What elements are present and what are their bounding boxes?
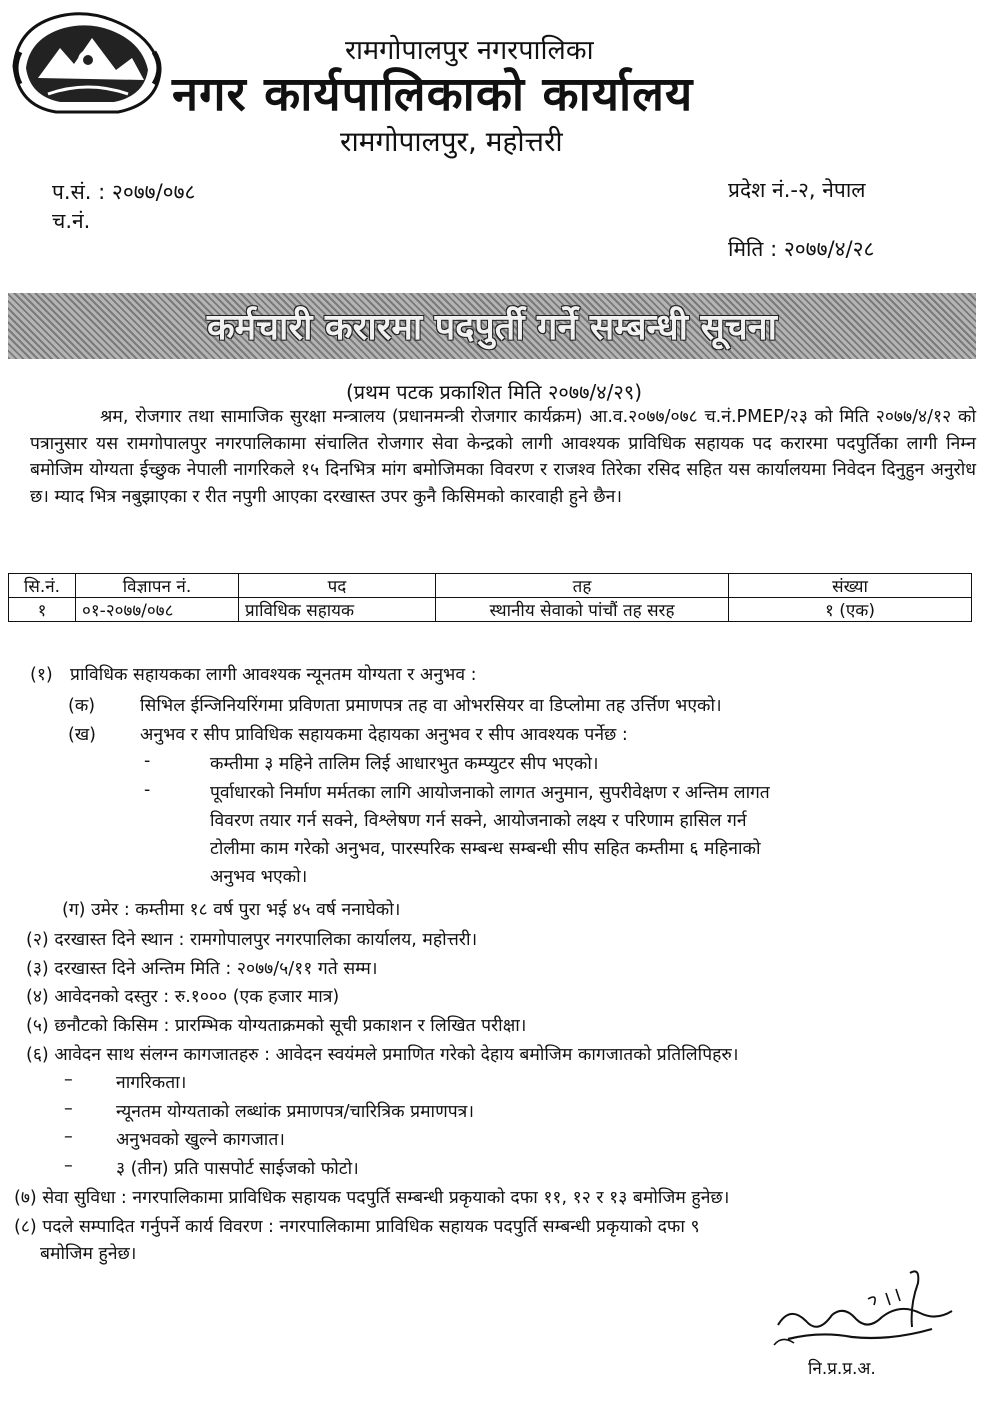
section-8-duties-line-1: (८) पदले सम्पादित गर्नुपर्ने कार्य विवरण : नगरपालिकामा प्राविधिक सहायक पदपुर्ति सम्बन्धी प्रकृयाको दफा ९ <box>14 1217 700 1237</box>
vacancy-table <box>8 573 972 622</box>
cell-ad-number: ०१-२०७७/०७८ <box>76 598 239 622</box>
document-experience: अनुभवको खुल्ने कागजात। <box>116 1130 285 1150</box>
col-post: पद <box>239 574 436 598</box>
nepal-emblem-logo <box>8 8 168 118</box>
bullet-dash: – <box>64 1156 73 1176</box>
bullet-dash: - <box>144 780 151 800</box>
bullet-dash: – <box>64 1099 73 1119</box>
handwritten-signature <box>760 1265 960 1355</box>
municipality-name: रामगोपालपुर नगरपालिका <box>345 35 594 66</box>
item-kha-2-line-4: अनुभव भएको। <box>210 867 308 887</box>
signatory-title: नि.प्र.प्र.अ. <box>808 1359 876 1379</box>
notice-title-banner <box>8 293 976 359</box>
cell-level: स्थानीय सेवाको पांचौं तह सरह <box>436 598 729 622</box>
item-kha-2-line-3: टोलीमा काम गरेको अनुभव, पारस्परिक सम्बन्ध सम्बन्धी सीप सहित कम्तीमा ६ महिनाको <box>210 839 761 859</box>
first-published-date: (प्रथम पटक प्रकाशित मिति २०७७/४/२९) <box>345 380 643 404</box>
item-ga-age: (ग) उमेर : कम्तीमा १८ वर्ष पुरा भई ४५ वर्ष ननाघेको। <box>62 900 401 920</box>
issue-date: मिति : २०७७/४/२८ <box>728 237 875 261</box>
document-photos: ३ (तीन) प्रति पासपोर्ट साईजको फोटो। <box>116 1159 359 1179</box>
col-count: संख्या <box>729 574 972 598</box>
cell-post: प्राविधिक सहायक <box>239 598 436 622</box>
bullet-dash: - <box>144 751 151 771</box>
office-location: रामगोपालपुर, महोत्तरी <box>340 125 563 158</box>
col-serial: सि.नं. <box>9 574 76 598</box>
section-7-benefits: (७) सेवा सुविधा : नगरपालिकामा प्राविधिक सहायक पदपुर्ति सम्बन्धी प्रकृयाको दफा ११, १२ र १३ बमोजिम हुनेछ। <box>14 1188 730 1208</box>
col-ad-number: विज्ञापन नं. <box>76 574 239 598</box>
document-certificates: न्यूनतम योग्यताको लब्धांक प्रमाणपत्र/चारित्रिक प्रमाणपत्र। <box>116 1102 474 1122</box>
item-kha-1: कम्तीमा ३ महिने तालिम लिई आधारभुत कम्प्युटर सीप भएको। <box>210 754 599 774</box>
province-label: प्रदेश नं.-२, नेपाल <box>728 178 866 202</box>
section-8-duties-line-2: बमोजिम हुनेछ। <box>40 1244 137 1264</box>
table-header-row <box>9 574 972 598</box>
notice-title: कर्मचारी करारमा पदपुर्ती गर्ने सम्बन्धी सूचना <box>207 307 777 348</box>
item-kha-text: अनुभव र सीप प्राविधिक सहायकमा देहायका अनुभव र सीप आवश्यक पर्नेछ : <box>140 725 628 745</box>
table-row <box>9 598 972 622</box>
cell-serial: १ <box>9 598 76 622</box>
item-ka-text: सिभिल ईन्जिनियरिंगमा प्रविणता प्रमाणपत्र तह वा ओभरसियर वा डिप्लोमा तह उर्त्तिण भएको। <box>140 696 722 716</box>
notice-body: श्रम, रोजगार तथा सामाजिक सुरक्षा मन्त्रालय (प्रधानमन्त्री रोजगार कार्यक्रम) आ.व.२०७७/०७८ च.नं.PMEP/२३ को मिति २०७७/४/१२ को पत्रानुसार यस रामगोपालपुर नगरपालिकामा संचालित रोजगार सेवा केन्द्रको लागी आवश्यक प्राविधिक सहायक पद करारमा पदपुर्तिका लागी निम्न बमोजिम योग्यता ईच्छुक नेपाली नागरिकले १५ दिनभित्र मांग बमोजिमका विवरण र राजश्व तिरेका रसिद सहित यस कार्यालयमा निवेदन दिनुहुन अनुरोध छ। म्याद भित्र नबुझाएका र रीत नपुगी आएका दरखास्त उपर कुनै किसिमको कारवाही हुने छैन। <box>30 407 976 507</box>
section-1-heading: प्राविधिक सहायकका लागी आवश्यक न्यूनतम योग्यता र अनुभव : <box>70 665 477 685</box>
section-5-selection: (५) छनौटको किसिम : प्रारम्भिक योग्यताक्रमको सूची प्रकाशन र लिखित परीक्षा। <box>26 1016 527 1036</box>
item-kha-mark: (ख) <box>68 725 96 745</box>
bullet-dash: – <box>64 1127 73 1147</box>
section-6-documents: (६) आवेदन साथ संलग्न कागजातहरु : आवेदन स्वयंमले प्रमाणित गरेको देहाय बमोजिम कागजातको प्रतिलिपिहरु। <box>26 1045 739 1065</box>
office-title: नगर कार्यपालिकाको कार्यालय <box>172 67 694 122</box>
document-citizenship: नागरिकता। <box>116 1073 187 1093</box>
item-kha-2-line-2: विवरण तयार गर्न सक्ने, विश्लेषण गर्न सक्ने, आयोजनाको लक्ष्य र परिणाम हासिल गर्न <box>210 811 747 831</box>
section-1-number: (१) <box>30 665 53 685</box>
cell-count: १ (एक) <box>729 598 972 622</box>
section-2-location: (२) दरखास्त दिने स्थान : रामगोपालपुर नगरपालिका कार्यालय, महोत्तरी। <box>26 930 478 950</box>
bullet-dash: – <box>64 1070 73 1090</box>
col-level: तह <box>436 574 729 598</box>
section-3-deadline: (३) दरखास्त दिने अन्तिम मिति : २०७७/५/११ गते सम्म। <box>26 959 378 979</box>
reference-number: प.सं. : २०७७/०७८ <box>52 180 196 204</box>
section-4-fee: (४) आवेदनको दस्तुर : रु.१००० (एक हजार मात्र) <box>26 987 340 1007</box>
item-ka-mark: (क) <box>68 696 96 716</box>
dispatch-number: च.नं. <box>52 209 91 233</box>
item-kha-2-line-1: पूर्वाधारको निर्माण मर्मतका लागि आयोजनाको लागत अनुमान, सुपरीवेक्षण र अन्तिम लागत <box>210 783 770 803</box>
